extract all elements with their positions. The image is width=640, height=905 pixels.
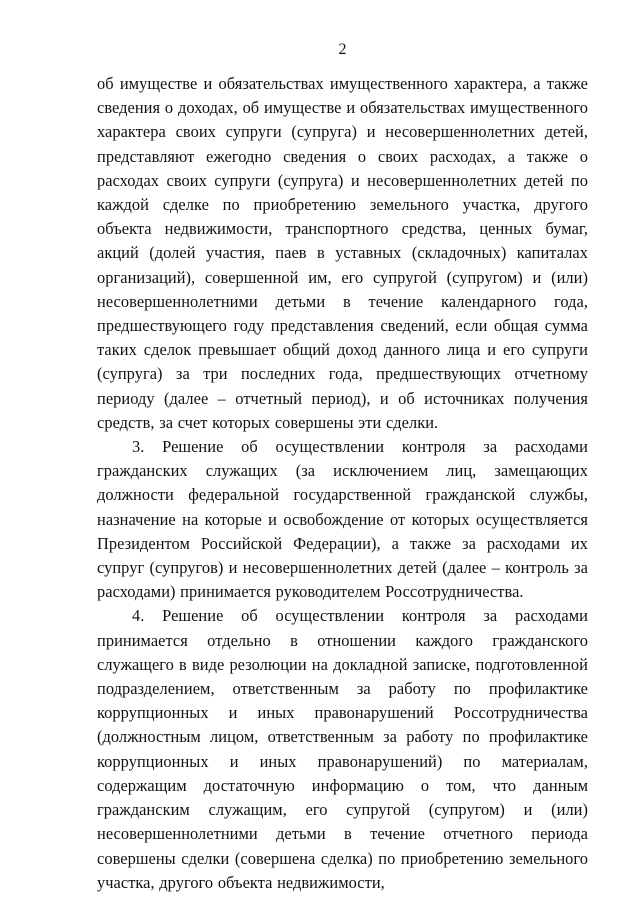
- paragraph-item-4: 4. Решение об осуществлении контроля за расходами принимается отдельно в отношении каждого гражданского служащего в виде резолюции на докладной записке, подготовленной подразделением, ответственным за работу по профилактике коррупционных и иных правонарушений Россотрудничества (должностным лицом, ответственным за работу по профилактике коррупционных и иных правонарушений) по материалам, содержащим достаточную информацию о том, что данным гражданским служащим, его супругой (супругом) и (или) несовершеннолетними детьми в течение отчетного периода совершены сделки (совершена сделка) по приобретению земельного участка, другого объекта недвижимости,: [97, 606, 588, 892]
- paragraph-continuation: об имуществе и обязательствах имущественного характера, а также сведения о доходах, об имуществе и обязательствах имущественного характера своих супруги (супруга) и несовершеннолетних детей, представляют ежегодно сведения о своих расходах, а также о расходах своих супруги (супруга) и несовершеннолетних детей по каждой сделке по приобретению земельного участка, другого объекта недвижимости, транспортного средства, ценных бумаг, акций (долей участия, паев в уставных (складочных) капиталах организаций), совершенной им, его супругой (супругом) и (или) несовершеннолетними детьми в течение календарного года, предшествующего году представления сведений, если общая сумма таких сделок превышает общий доход данного лица и его супруги (супруга) за три последних года, предшествующих отчетному периоду (далее – отчетный период), и об источниках получения средств, за счет которых совершены эти сделки.: [97, 74, 588, 432]
- paragraph-item-3: 3. Решение об осуществлении контроля за расходами гражданских служащих (за исключением лиц, замещающих должности федеральной государственной гражданской службы, назначение на которые и освобождение от которых осуществляется Президентом Российской Федерации), а также за расходами их супруг (супругов) и несовершеннолетних детей (далее – контроль за расходами) принимается руководителем Россотрудничества.: [97, 437, 588, 602]
- page-number: 2: [338, 41, 347, 58]
